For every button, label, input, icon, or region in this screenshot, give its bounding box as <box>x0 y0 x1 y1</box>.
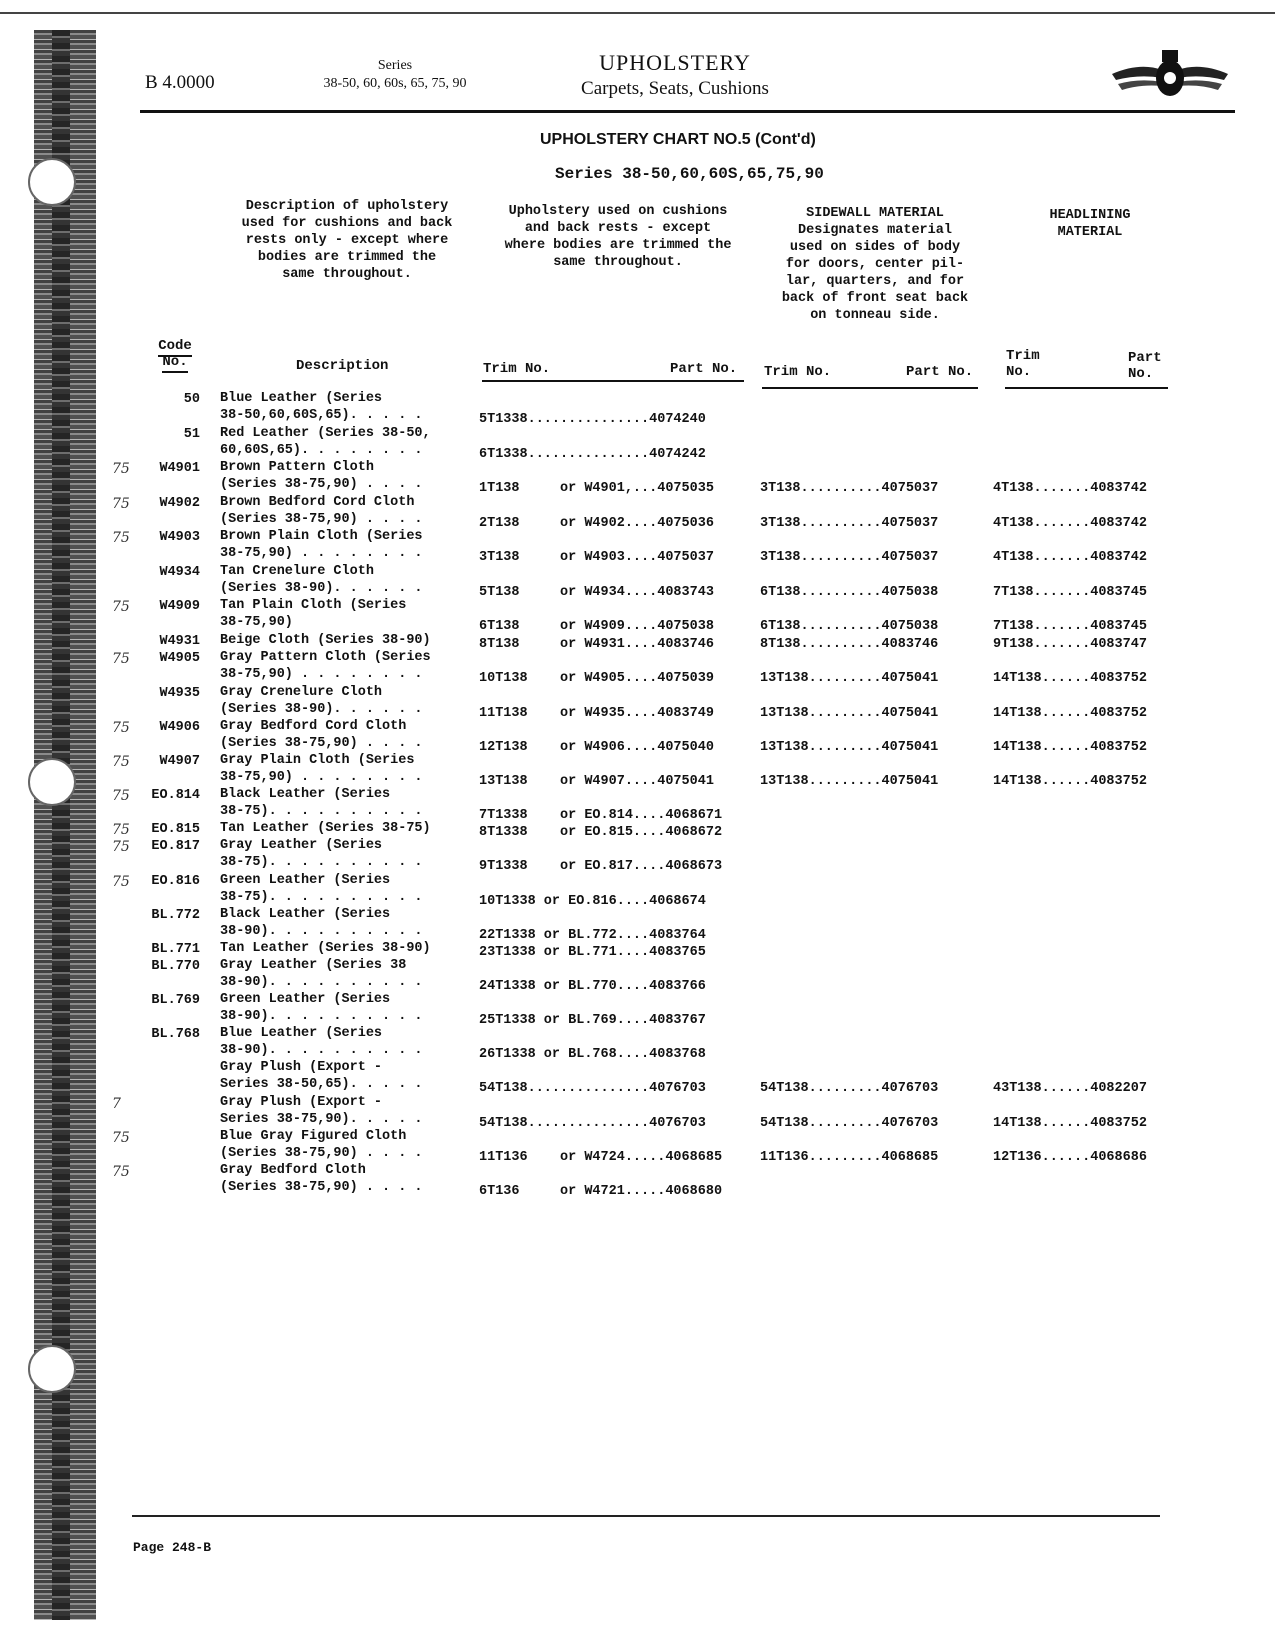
row-description: Tan Crenelure Cloth (Series 38-90). . . . . . <box>220 564 423 596</box>
row-sidewall: 3T138..........4075037 <box>760 516 939 531</box>
row-description: Black Leather (Series 38-90). . . . . . . . . . <box>220 907 423 939</box>
row-sidewall: 13T138.........4075041 <box>760 706 939 721</box>
row-code: EO.814 <box>151 788 200 803</box>
row-trim-part: 54T138...............4076703 <box>479 1081 706 1096</box>
row-trim-part: 10T1338 or EO.816....4068674 <box>479 894 706 909</box>
series-values: 38-50, 60, 60s, 65, 75, 90 <box>323 76 467 91</box>
row-headlining: 14T138......4083752 <box>993 1116 1147 1131</box>
row-trim-part: 9T1338 or EO.817....4068673 <box>479 859 723 874</box>
row-description: Tan Leather (Series 38-75) <box>220 821 431 836</box>
cushion-header-rule <box>482 380 744 382</box>
margin-annotation: 75 <box>112 788 130 804</box>
row-sidewall: 8T138..........4083746 <box>760 637 939 652</box>
row-trim-part: 8T1338 or EO.815....4068672 <box>479 825 723 840</box>
sidewall-trim-no-header: Trim No. <box>764 364 832 380</box>
row-sidewall: 13T138.........4075041 <box>760 740 939 755</box>
row-trim-part: 6T1338...............4074242 <box>479 447 706 462</box>
headlining-header-rule <box>1005 387 1168 389</box>
row-headlining: 4T138.......4083742 <box>993 550 1147 565</box>
row-trim-part: 22T1338 or BL.772....4083764 <box>479 928 706 943</box>
margin-annotation: 75 <box>112 720 130 736</box>
code-no-header: Code No. <box>152 338 198 370</box>
row-headlining: 14T138......4083752 <box>993 706 1147 721</box>
row-code: W4934 <box>159 565 200 580</box>
row-headlining: 4T138.......4083742 <box>993 481 1147 496</box>
row-sidewall: 13T138.........4075041 <box>760 671 939 686</box>
cushion-note: Upholstery used on cushions and back rests - except where bodies are trimmed the same throughout. <box>504 204 732 270</box>
row-code: W4906 <box>159 720 200 735</box>
page-title: UPHOLSTERY <box>599 50 751 75</box>
row-headlining: 14T138......4083752 <box>993 774 1147 789</box>
row-code: 50 <box>183 392 200 407</box>
page-number: Page 248-B <box>133 1540 212 1555</box>
row-headlining: 7T138.......4083745 <box>993 619 1147 634</box>
row-headlining: 7T138.......4083745 <box>993 585 1147 600</box>
row-description: Blue Leather (Series 38-90). . . . . . . . . . <box>220 1026 423 1058</box>
series-label: Series <box>377 58 413 73</box>
row-trim-part: 10T138 or W4905....4075039 <box>479 671 714 686</box>
row-code: BL.770 <box>151 959 200 974</box>
row-code: EO.815 <box>151 822 200 837</box>
headlining-note: HEADLINING MATERIAL <box>1049 208 1131 240</box>
headlining-trim-no-header: Trim No. <box>1006 348 1040 380</box>
margin-annotation: 75 <box>112 822 130 838</box>
top-edge-line <box>0 12 1275 14</box>
row-code: W4901 <box>159 461 200 476</box>
row-description: Gray Leather (Series 38-75). . . . . . . . . . <box>220 838 423 870</box>
row-code: W4907 <box>159 754 200 769</box>
row-trim-part: 8T138 or W4931....4083746 <box>479 637 714 652</box>
chart-title: UPHOLSTERY CHART NO.5 (Cont'd) <box>540 131 816 148</box>
description-header: Description <box>296 358 389 374</box>
row-headlining: 14T138......4083752 <box>993 671 1147 686</box>
punch-hole <box>28 158 76 206</box>
row-description: Blue Leather (Series 38-50,60,60S,65). . . . . <box>220 391 423 423</box>
margin-annotation: 75 <box>112 461 130 477</box>
row-description: Brown Bedford Cord Cloth (Series 38-75,90) . . . . <box>220 495 423 527</box>
row-code: W4935 <box>159 686 200 701</box>
row-description: Gray Pattern Cloth (Series 38-75,90) . . . . . . . . <box>220 650 431 682</box>
row-description: Gray Plush (Export - Series 38-50,65). . . . . <box>220 1060 423 1092</box>
row-sidewall: 13T138.........4075041 <box>760 774 939 789</box>
row-sidewall: 6T138..........4075038 <box>760 585 939 600</box>
row-trim-part: 5T138 or W4934....4083743 <box>479 585 714 600</box>
row-description: Gray Plush (Export - Series 38-75,90). . . . . <box>220 1095 423 1127</box>
row-description: Blue Gray Figured Cloth (Series 38-75,90) . . . . <box>220 1129 423 1161</box>
row-trim-part: 54T138...............4076703 <box>479 1116 706 1131</box>
row-description: Gray Plain Cloth (Series 38-75,90) . . . . . . . . <box>220 753 423 785</box>
row-trim-part: 3T138 or W4903....4075037 <box>479 550 714 565</box>
row-description: Brown Plain Cloth (Series 38-75,90) . . . . . . . . <box>220 529 423 561</box>
row-trim-part: 23T1338 or BL.771....4083765 <box>479 945 706 960</box>
row-code: EO.817 <box>151 839 200 854</box>
row-description: Beige Cloth (Series 38-90) <box>220 633 431 648</box>
margin-annotation: 75 <box>112 1130 130 1146</box>
punch-hole <box>28 758 76 806</box>
margin-annotation: 75 <box>112 754 130 770</box>
row-headlining: 43T138......4082207 <box>993 1081 1147 1096</box>
margin-annotation: 75 <box>112 496 130 512</box>
margin-annotation: 75 <box>112 839 130 855</box>
row-description: Green Leather (Series 38-75). . . . . . . . . . <box>220 873 423 905</box>
punch-hole <box>28 1345 76 1393</box>
row-trim-part: 7T1338 or EO.814....4068671 <box>479 808 723 823</box>
headlining-part-no-header: Part No. <box>1128 350 1162 382</box>
section-code: B 4.0000 <box>145 72 215 93</box>
sidewall-part-no-header: Part No. <box>906 364 974 380</box>
margin-annotation: 75 <box>112 874 130 890</box>
row-trim-part: 6T138 or W4909....4075038 <box>479 619 714 634</box>
winged-emblem-logo <box>1110 44 1230 110</box>
row-description: Gray Bedford Cord Cloth (Series 38-75,90) . . . . <box>220 719 423 751</box>
row-code: BL.772 <box>151 908 200 923</box>
row-sidewall: 6T138..........4075038 <box>760 619 939 634</box>
row-headlining: 9T138.......4083747 <box>993 637 1147 652</box>
margin-annotation: 75 <box>112 651 130 667</box>
margin-annotation: 75 <box>112 530 130 546</box>
row-code: W4909 <box>159 599 200 614</box>
row-trim-part: 11T136 or W4724.....4068685 <box>479 1150 723 1165</box>
row-headlining: 4T138.......4083742 <box>993 516 1147 531</box>
part-no-header: Part No. <box>670 361 738 377</box>
row-code: BL.771 <box>151 942 200 957</box>
sidewall-header-rule <box>762 387 978 389</box>
row-description: Tan Leather (Series 38-90) <box>220 941 431 956</box>
row-code: BL.769 <box>151 993 200 1008</box>
row-sidewall: 11T136.........4068685 <box>760 1150 939 1165</box>
row-trim-part: 26T1338 or BL.768....4083768 <box>479 1047 706 1062</box>
row-code: BL.768 <box>151 1027 200 1042</box>
margin-annotation: 7 <box>112 1096 121 1112</box>
margin-annotation: 75 <box>112 1164 130 1180</box>
row-trim-part: 13T138 or W4907....4075041 <box>479 774 714 789</box>
series-block <box>300 57 490 93</box>
row-headlining: 12T136......4068686 <box>993 1150 1147 1165</box>
chart-series: Series 38-50,60,60S,65,75,90 <box>555 165 824 183</box>
row-description: Green Leather (Series 38-90). . . . . . . . . . <box>220 992 423 1024</box>
row-sidewall: 3T138..........4075037 <box>760 550 939 565</box>
row-trim-part: 5T1338...............4074240 <box>479 412 706 427</box>
description-note: Description of upholstery used for cushions and back rests only - except where bodies are trimmed the same throughout. <box>241 199 453 282</box>
footer-rule <box>132 1515 1160 1517</box>
row-description: Black Leather (Series 38-75). . . . . . . . . . <box>220 787 423 819</box>
row-description: Brown Pattern Cloth (Series 38-75,90) . . . . <box>220 460 423 492</box>
row-trim-part: 12T138 or W4906....4075040 <box>479 740 714 755</box>
row-trim-part: 11T138 or W4935....4083749 <box>479 706 714 721</box>
row-description: Gray Crenelure Cloth (Series 38-90). . . . . . <box>220 685 423 717</box>
row-code: W4905 <box>159 651 200 666</box>
row-code: W4902 <box>159 496 200 511</box>
header-rule <box>140 110 1235 113</box>
row-trim-part: 6T136 or W4721.....4068680 <box>479 1184 723 1199</box>
row-sidewall: 3T138..........4075037 <box>760 481 939 496</box>
row-code: EO.816 <box>151 874 200 889</box>
row-trim-part: 1T138 or W4901,...4075035 <box>479 481 714 496</box>
page-title-block <box>545 50 805 100</box>
page-subtitle: Carpets, Seats, Cushions <box>581 78 769 99</box>
row-sidewall: 54T138.........4076703 <box>760 1081 939 1096</box>
row-description: Red Leather (Series 38-50, 60,60S,65). . . . . . . . <box>220 426 431 458</box>
row-description: Gray Leather (Series 38 38-90). . . . . . . . . . <box>220 958 423 990</box>
row-code: W4903 <box>159 530 200 545</box>
row-headlining: 14T138......4083752 <box>993 740 1147 755</box>
row-description: Gray Bedford Cloth (Series 38-75,90) . . . . <box>220 1163 423 1195</box>
trim-no-header: Trim No. <box>483 361 551 377</box>
row-sidewall: 54T138.........4076703 <box>760 1116 939 1131</box>
row-trim-part: 2T138 or W4902....4075036 <box>479 516 714 531</box>
margin-annotation: 75 <box>112 599 130 615</box>
row-code: 51 <box>183 427 200 442</box>
row-trim-part: 25T1338 or BL.769....4083767 <box>479 1013 706 1028</box>
row-code: W4931 <box>159 634 200 649</box>
row-trim-part: 24T1338 or BL.770....4083766 <box>479 979 706 994</box>
sidewall-note: SIDEWALL MATERIAL Designates material used on sides of body for doors, center pil- lar, quarters, and for back of front seat back on tonneau side. <box>781 206 969 323</box>
row-description: Tan Plain Cloth (Series 38-75,90) <box>220 598 407 630</box>
